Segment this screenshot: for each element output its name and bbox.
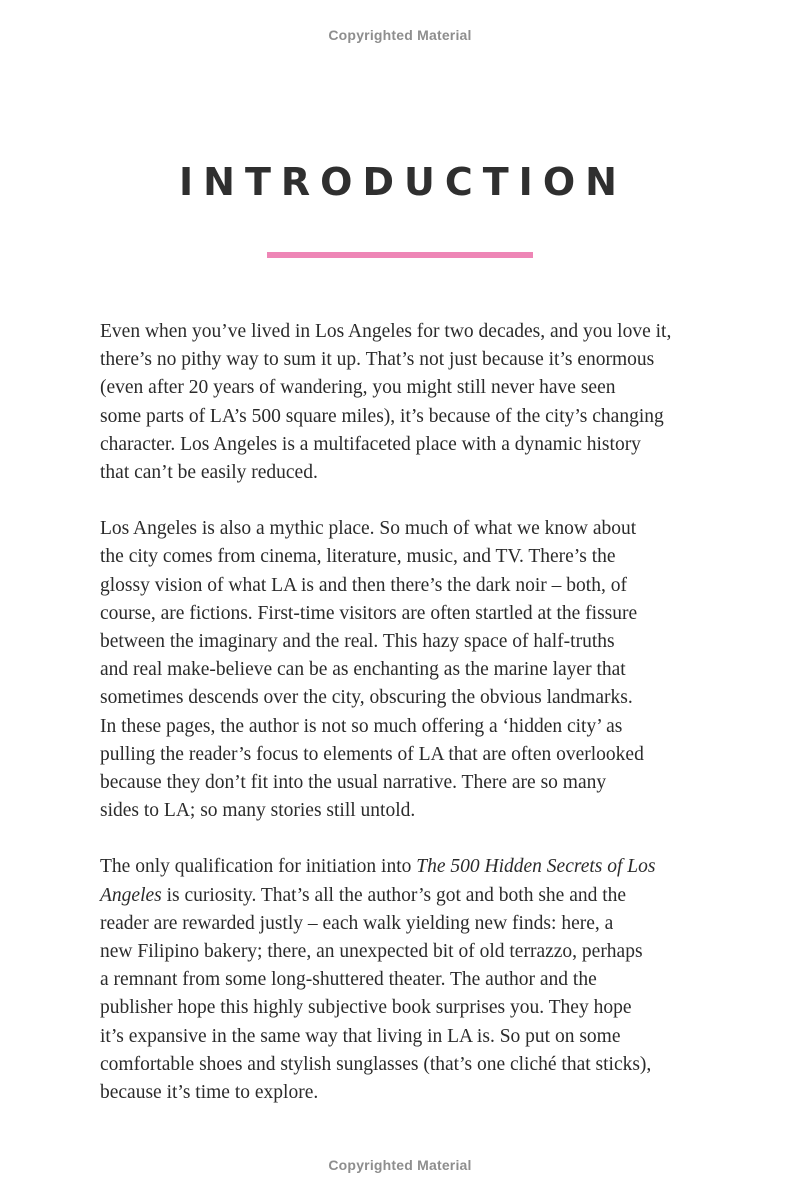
text-line: a remnant from some long-shuttered theater. The author and the (100, 969, 597, 991)
text-line: comfortable shoes and stylish sunglasses (that’s one cliché that sticks), (100, 1053, 652, 1075)
text-line (100, 882, 720, 910)
text-line: there’s no pithy way to sum it up. That’s not just because it’s enormous (100, 349, 655, 371)
chapter-title: INTRODUCTION (179, 160, 627, 204)
text-line-suffix: is curiosity. That’s all the author’s got and both she and the (161, 884, 627, 906)
text-line: (even after 20 years of wandering, you might still never have seen (100, 377, 616, 399)
text-line: In these pages, the author is not so much offering a ‘hidden city’ as (100, 715, 623, 737)
text-line: sometimes descends over the city, obscuring the obvious landmarks. (100, 687, 633, 709)
text-line (100, 853, 720, 881)
title-underline (267, 252, 533, 258)
paragraph-2 (100, 515, 720, 825)
paragraph-1 (100, 318, 720, 487)
copyright-notice-bottom: Copyrighted Material (328, 1157, 472, 1173)
text-line: sides to LA; so many stories still untold. (100, 800, 416, 822)
body-text (100, 318, 720, 1135)
text-line: Even when you’ve lived in Los Angeles for two decades, and you love it, (100, 321, 672, 342)
book-title-italic: Angeles (100, 884, 162, 906)
book-title-italic: The 500 Hidden Secrets of Los (416, 856, 656, 878)
text-line: and real make-believe can be as enchanting as the marine layer that (100, 659, 626, 681)
text-line: publisher hope this highly subjective book surprises you. They hope (100, 997, 632, 1019)
text-line: because they don’t fit into the usual narrative. There are so many (100, 772, 607, 794)
paragraph-3 (100, 853, 720, 1107)
text-line: course, are fictions. First-time visitors are often startled at the fissure (100, 602, 638, 624)
text-line: pulling the reader’s focus to elements of LA that are often overlooked (100, 743, 644, 765)
text-line: new Filipino bakery; there, an unexpected bit of old terrazzo, perhaps (100, 941, 643, 963)
copyright-notice-top: Copyrighted Material (328, 27, 472, 43)
text-line: between the imaginary and the real. This hazy space of half-truths (100, 631, 615, 653)
text-line: because it’s time to explore. (100, 1082, 319, 1104)
text-line: it’s expansive in the same way that living in LA is. So put on some (100, 1025, 621, 1047)
text-line-prefix: The only qualification for initiation into (100, 856, 417, 878)
text-line: some parts of LA’s 500 square miles), it’s because of the city’s changing (100, 405, 664, 427)
text-line: glossy vision of what LA is and then there’s the dark noir – both, of (100, 574, 627, 596)
text-line: the city comes from cinema, literature, music, and TV. There’s the (100, 546, 616, 568)
text-line: reader are rewarded justly – each walk yielding new finds: here, a (100, 912, 614, 934)
text-line: character. Los Angeles is a multifaceted place with a dynamic history (100, 433, 641, 455)
text-line: that can’t be easily reduced. (100, 462, 318, 484)
text-line: Los Angeles is also a mythic place. So much of what we know about (100, 518, 637, 540)
